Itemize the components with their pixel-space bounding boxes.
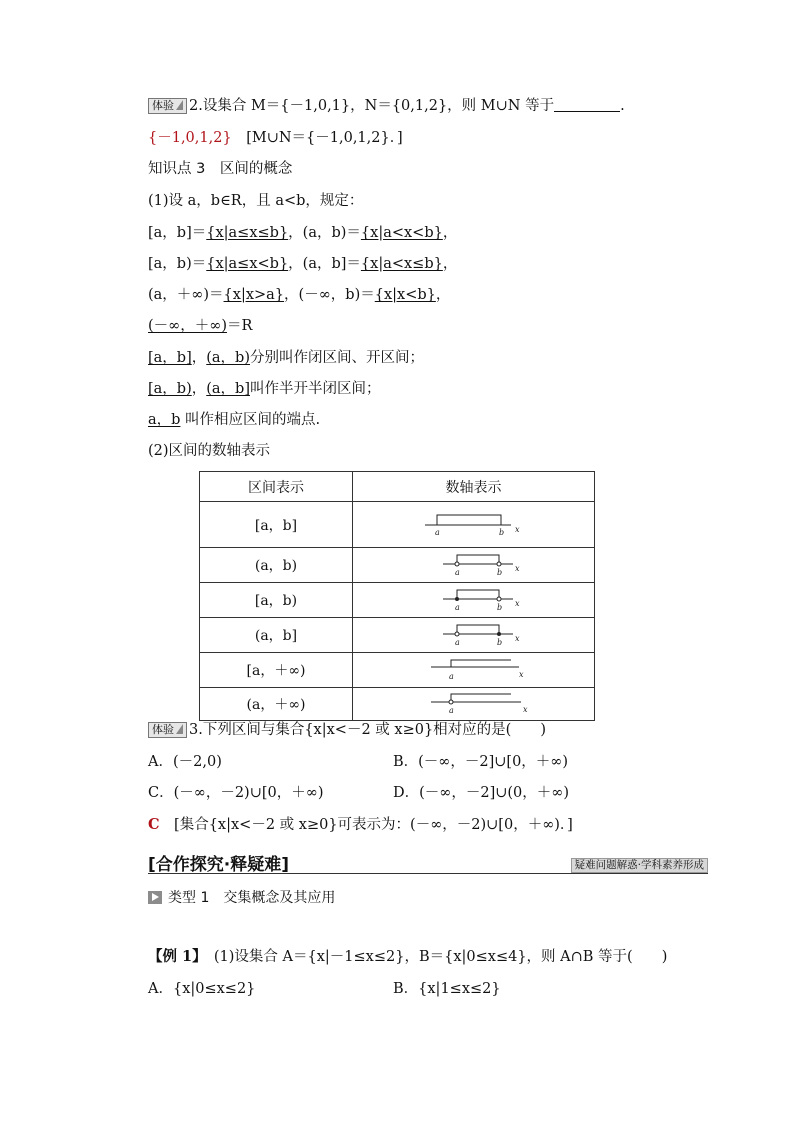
kp3-row6	[148, 379, 381, 399]
section-header	[148, 849, 708, 874]
axis-label-x: x	[514, 564, 520, 573]
kp3-row3	[148, 285, 450, 305]
ex1-option-a: A．{x|0≤x≤2}	[148, 981, 256, 997]
r7a: a，b	[148, 412, 181, 428]
r5a: [a，b]	[148, 350, 192, 366]
r6b: ，	[191, 381, 207, 397]
kp3-row7	[148, 410, 320, 430]
ex1-option-b: B．{x|1≤x≤2}	[393, 981, 501, 997]
r4b: ＝R	[226, 318, 253, 334]
number-line-closed	[419, 508, 529, 538]
table-row	[200, 583, 595, 618]
tiyan-tag: 体验	[148, 98, 187, 114]
interval-cell: [a，＋∞)	[200, 653, 353, 688]
number-line-cell	[353, 618, 595, 653]
q3-option-c: C．(－∞，－2)∪[0，＋∞)	[148, 785, 324, 801]
q3-option-a: A．(－2,0)	[148, 754, 222, 770]
interval-cell: [a，b)	[200, 583, 353, 618]
number-line-cell	[353, 583, 595, 618]
interval-cell: (a，b)	[200, 548, 353, 583]
axis-label-x: x	[514, 524, 520, 534]
axis-label-a: a	[454, 638, 460, 647]
number-line-cell	[353, 688, 595, 721]
axis-label-b: b	[498, 527, 504, 537]
number-line-cell	[353, 653, 595, 688]
axis-label-b: b	[496, 603, 502, 612]
axis-label-x: x	[518, 670, 524, 679]
axis-label-a: a	[454, 603, 460, 612]
axis-label-b: b	[496, 568, 502, 577]
r5c: (a，b)	[206, 350, 250, 366]
q2-answer-line	[148, 128, 403, 148]
number-line-right-closed	[419, 619, 529, 647]
table-row	[200, 502, 595, 548]
tiyan-tag: 体验	[148, 722, 187, 738]
r3b: {x|x>a}	[223, 287, 285, 303]
r2e: ，	[442, 256, 458, 272]
r6a: [a，b)	[148, 381, 192, 397]
r2d: {x|a<x≤b}	[360, 256, 443, 272]
r3c: ，(－∞，b)＝	[284, 287, 375, 303]
kp3-p2: (2)区间的数轴表示	[148, 443, 271, 459]
ex1-label: 【例 1】	[148, 948, 207, 965]
number-line-ray-closed	[419, 654, 529, 682]
axis-label-a: a	[434, 527, 440, 537]
interval-cell: [a，b]	[200, 502, 353, 548]
r1a: [a，b]＝	[148, 225, 207, 241]
q2-answer: {－1,0,1,2}	[148, 130, 232, 146]
q3-answer: C	[148, 816, 160, 833]
section-title: [合作探究·释疑难]	[148, 855, 289, 875]
r2c: ，(a，b]＝	[288, 256, 361, 272]
r5d: 分别叫作闭区间、开区间；	[250, 350, 424, 366]
number-line-open	[419, 549, 529, 577]
q3-options-row1	[148, 752, 222, 772]
q2-explain: [M∪N＝{－1,0,1,2}．]	[246, 130, 403, 146]
q2-end: .	[620, 98, 625, 114]
ex1-text: (1)设集合 A＝{x|－1≤x≤2}，B＝{x|0≤x≤4}，则 A∩B 等于( )	[213, 949, 668, 965]
q2-blank	[554, 97, 620, 112]
type1-label: 类型 1 交集概念及其应用	[168, 890, 336, 906]
number-line-cell	[353, 502, 595, 548]
kp3-p1: (1)设 a，b∈R，且 a<b，规定：	[148, 193, 364, 209]
ex1-line	[148, 947, 667, 967]
table-header-row	[200, 472, 595, 502]
q2-prompt: 2.设集合 M＝{－1,0,1}，N＝{0,1,2}，则 M∪N 等于	[189, 98, 555, 114]
r1b: {x|a≤x≤b}	[206, 225, 289, 241]
table-row	[200, 688, 595, 721]
r5b: ，	[191, 350, 207, 366]
number-line-left-closed	[419, 584, 529, 612]
axis-label-b: b	[496, 638, 502, 647]
q3-answer-line	[148, 815, 573, 835]
r3e: ，	[435, 287, 451, 303]
r2a: [a，b)＝	[148, 256, 207, 272]
kp3-row1	[148, 223, 457, 243]
play-arrow-icon	[148, 891, 162, 904]
r3a: (a，＋∞)＝	[148, 287, 224, 303]
r7b: 叫作相应区间的端点.	[180, 412, 321, 428]
q2-line	[148, 96, 625, 116]
table-row	[200, 618, 595, 653]
r6d: 叫作半开半闭区间；	[250, 381, 381, 397]
q3-prompt: 3.下列区间与集合{x|x<－2 或 x≥0}相对应的是( )	[189, 722, 546, 738]
kp3-title: 知识点 3 区间的概念	[148, 161, 293, 177]
interval-table	[199, 471, 595, 721]
kp3-row4	[148, 316, 252, 336]
interval-cell: (a，b]	[200, 618, 353, 653]
q3-line	[148, 720, 546, 740]
section-badge: 疑难问题解惑·学科素养形成	[571, 858, 708, 873]
axis-label-x: x	[514, 599, 520, 608]
r2b: {x|a≤x<b}	[206, 256, 289, 272]
r1e: ，	[442, 225, 458, 241]
header-interval: 区间表示	[200, 472, 353, 502]
axis-label-a: a	[454, 568, 460, 577]
kp3-row2	[148, 254, 457, 274]
r1c: ，(a，b)＝	[288, 225, 361, 241]
axis-label-x: x	[514, 634, 520, 643]
type1-heading	[148, 888, 335, 908]
table-row	[200, 548, 595, 583]
number-line-cell	[353, 548, 595, 583]
r1d: {x|a<x<b}	[360, 225, 443, 241]
interval-cell: (a，＋∞)	[200, 688, 353, 721]
number-line-ray-open	[419, 688, 529, 716]
axis-label-x: x	[522, 705, 528, 714]
r6c: (a，b]	[206, 381, 250, 397]
r3d: {x|x<b}	[374, 287, 436, 303]
header-number-line: 数轴表示	[353, 472, 595, 502]
axis-label-a: a	[448, 672, 454, 681]
axis-label-a: a	[448, 706, 454, 715]
q3-explain: [集合{x|x<－2 或 x≥0}可表示为：(－∞，－2)∪[0，＋∞)．]	[174, 817, 573, 833]
q3-option-b: B．(－∞，－2]∪[0，＋∞)	[393, 754, 569, 770]
kp3-row5	[148, 348, 424, 368]
table-row	[200, 653, 595, 688]
r4a: (－∞，＋∞)	[148, 318, 227, 334]
q3-option-d: D．(－∞，－2]∪(0，＋∞)	[393, 785, 570, 801]
